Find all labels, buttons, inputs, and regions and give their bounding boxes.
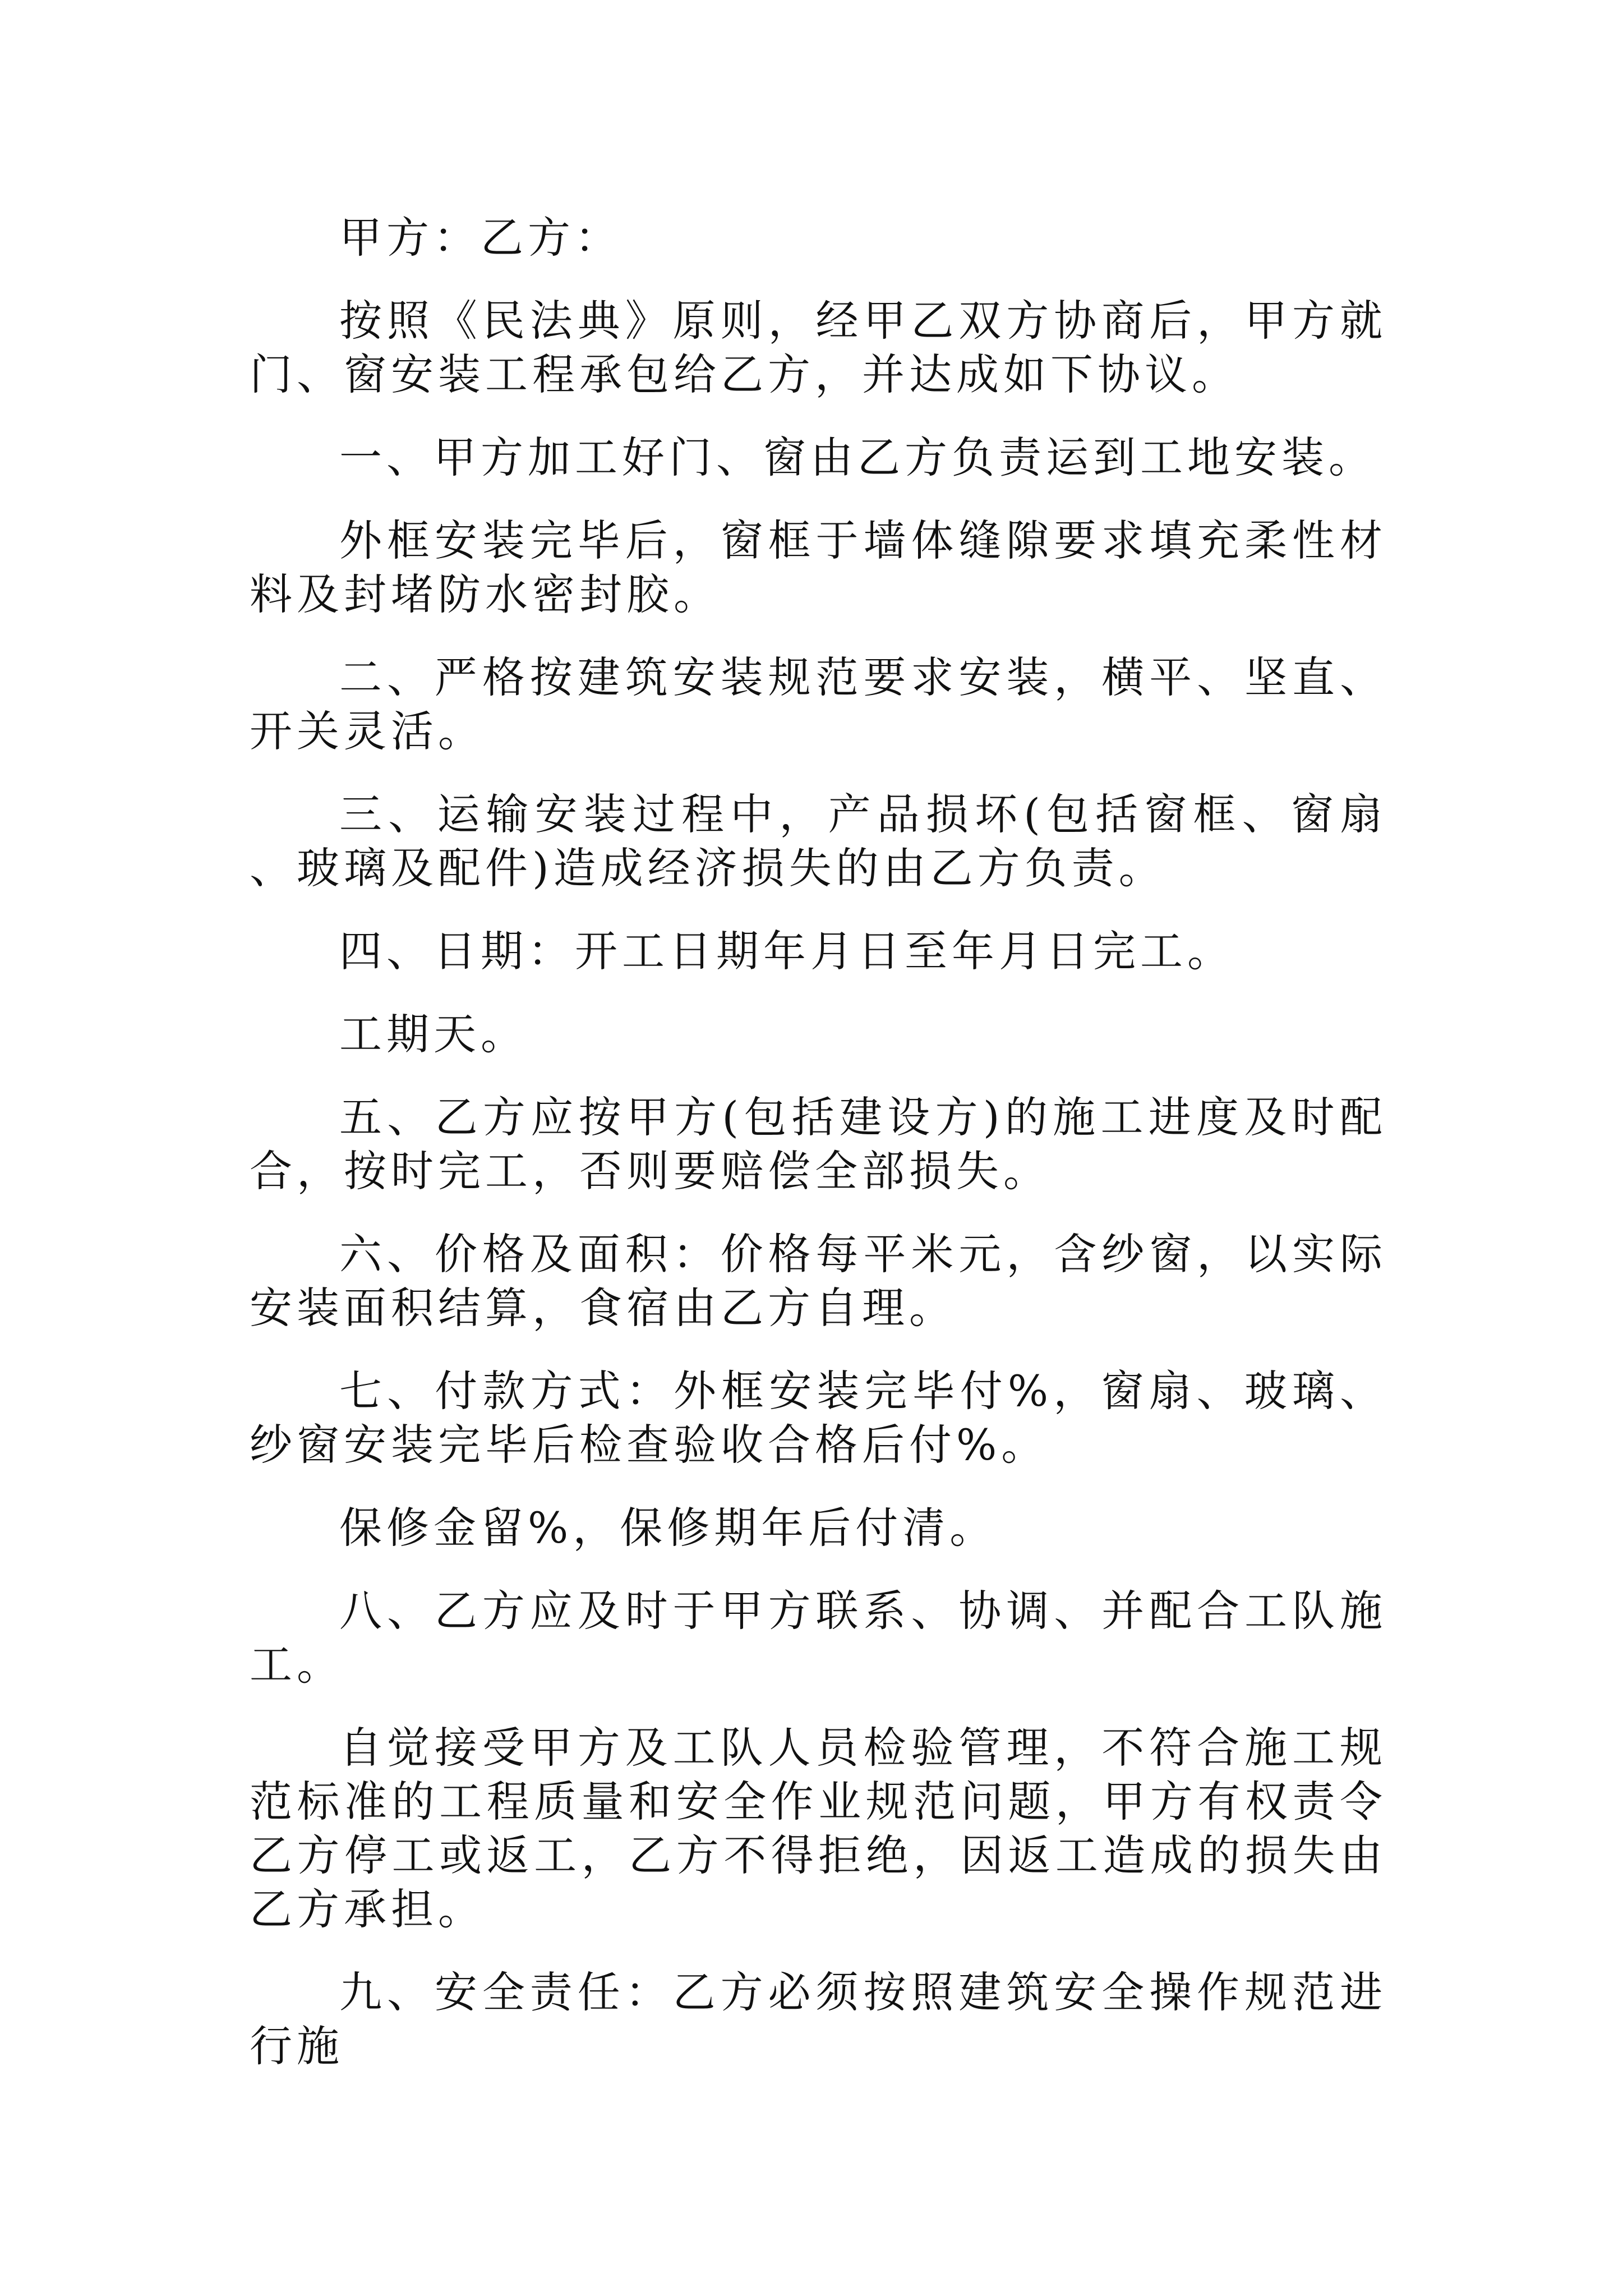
paragraph-preamble: 按照《民法典》原则，经甲乙双方协商后，甲方就门、窗安装工程承包给乙方，并达成如下协议。 [250,296,1387,399]
paragraph-parties: 甲方：乙方： [339,213,622,263]
paragraph-clause-4-duration: 工期天。 [339,1009,528,1059]
paragraph-clause-5: 五、乙方应按甲方(包括建设方)的施工进度及时配合，按时完工，否则要赔偿全部损失。 [250,1092,1387,1196]
paragraph-clause-6: 六、价格及面积：价格每平米元，含纱窗，以实际安装面积结算，食宿由乙方自理。 [250,1229,1387,1333]
paragraph-clause-1-detail: 外框安装完毕后，窗框于墙体缝隙要求填充柔性材料及封堵防水密封胶。 [250,516,1387,619]
paragraph-clause-7: 七、付款方式：外框安装完毕付%，窗扇、玻璃、纱窗安装完毕后检查验收合格后付%。 [250,1366,1387,1470]
paragraph-clause-4: 四、日期：开工日期年月日至年月日完工。 [339,926,1234,976]
paragraph-clause-3: 三、运输安装过程中，产品损坏(包括窗框、窗扇、玻璃及配件)造成经济损失的由乙方负责。 [250,789,1387,893]
paragraph-clause-8-detail: 自觉接受甲方及工队人员检验管理，不符合施工规范标准的工程质量和安全作业规范问题，甲方有权责令乙方停工或返工，乙方不得拒绝，因返工造成的损失由乙方承担。 [250,1723,1387,1934]
paragraph-clause-2: 二、严格按建筑安装规范要求安装，横平、坚直、开关灵活。 [250,652,1387,756]
paragraph-clause-9: 九、安全责任：乙方必须按照建筑安全操作规范进行施 [250,1967,1387,2071]
paragraph-clause-7-warranty: 保修金留%，保修期年后付清。 [339,1503,997,1553]
paragraph-clause-1: 一、甲方加工好门、窗由乙方负责运到工地安装。 [339,432,1376,482]
paragraph-clause-8: 八、乙方应及时于甲方联系、协调、并配合工队施工。 [250,1586,1387,1690]
document-body [250,211,1387,2073]
